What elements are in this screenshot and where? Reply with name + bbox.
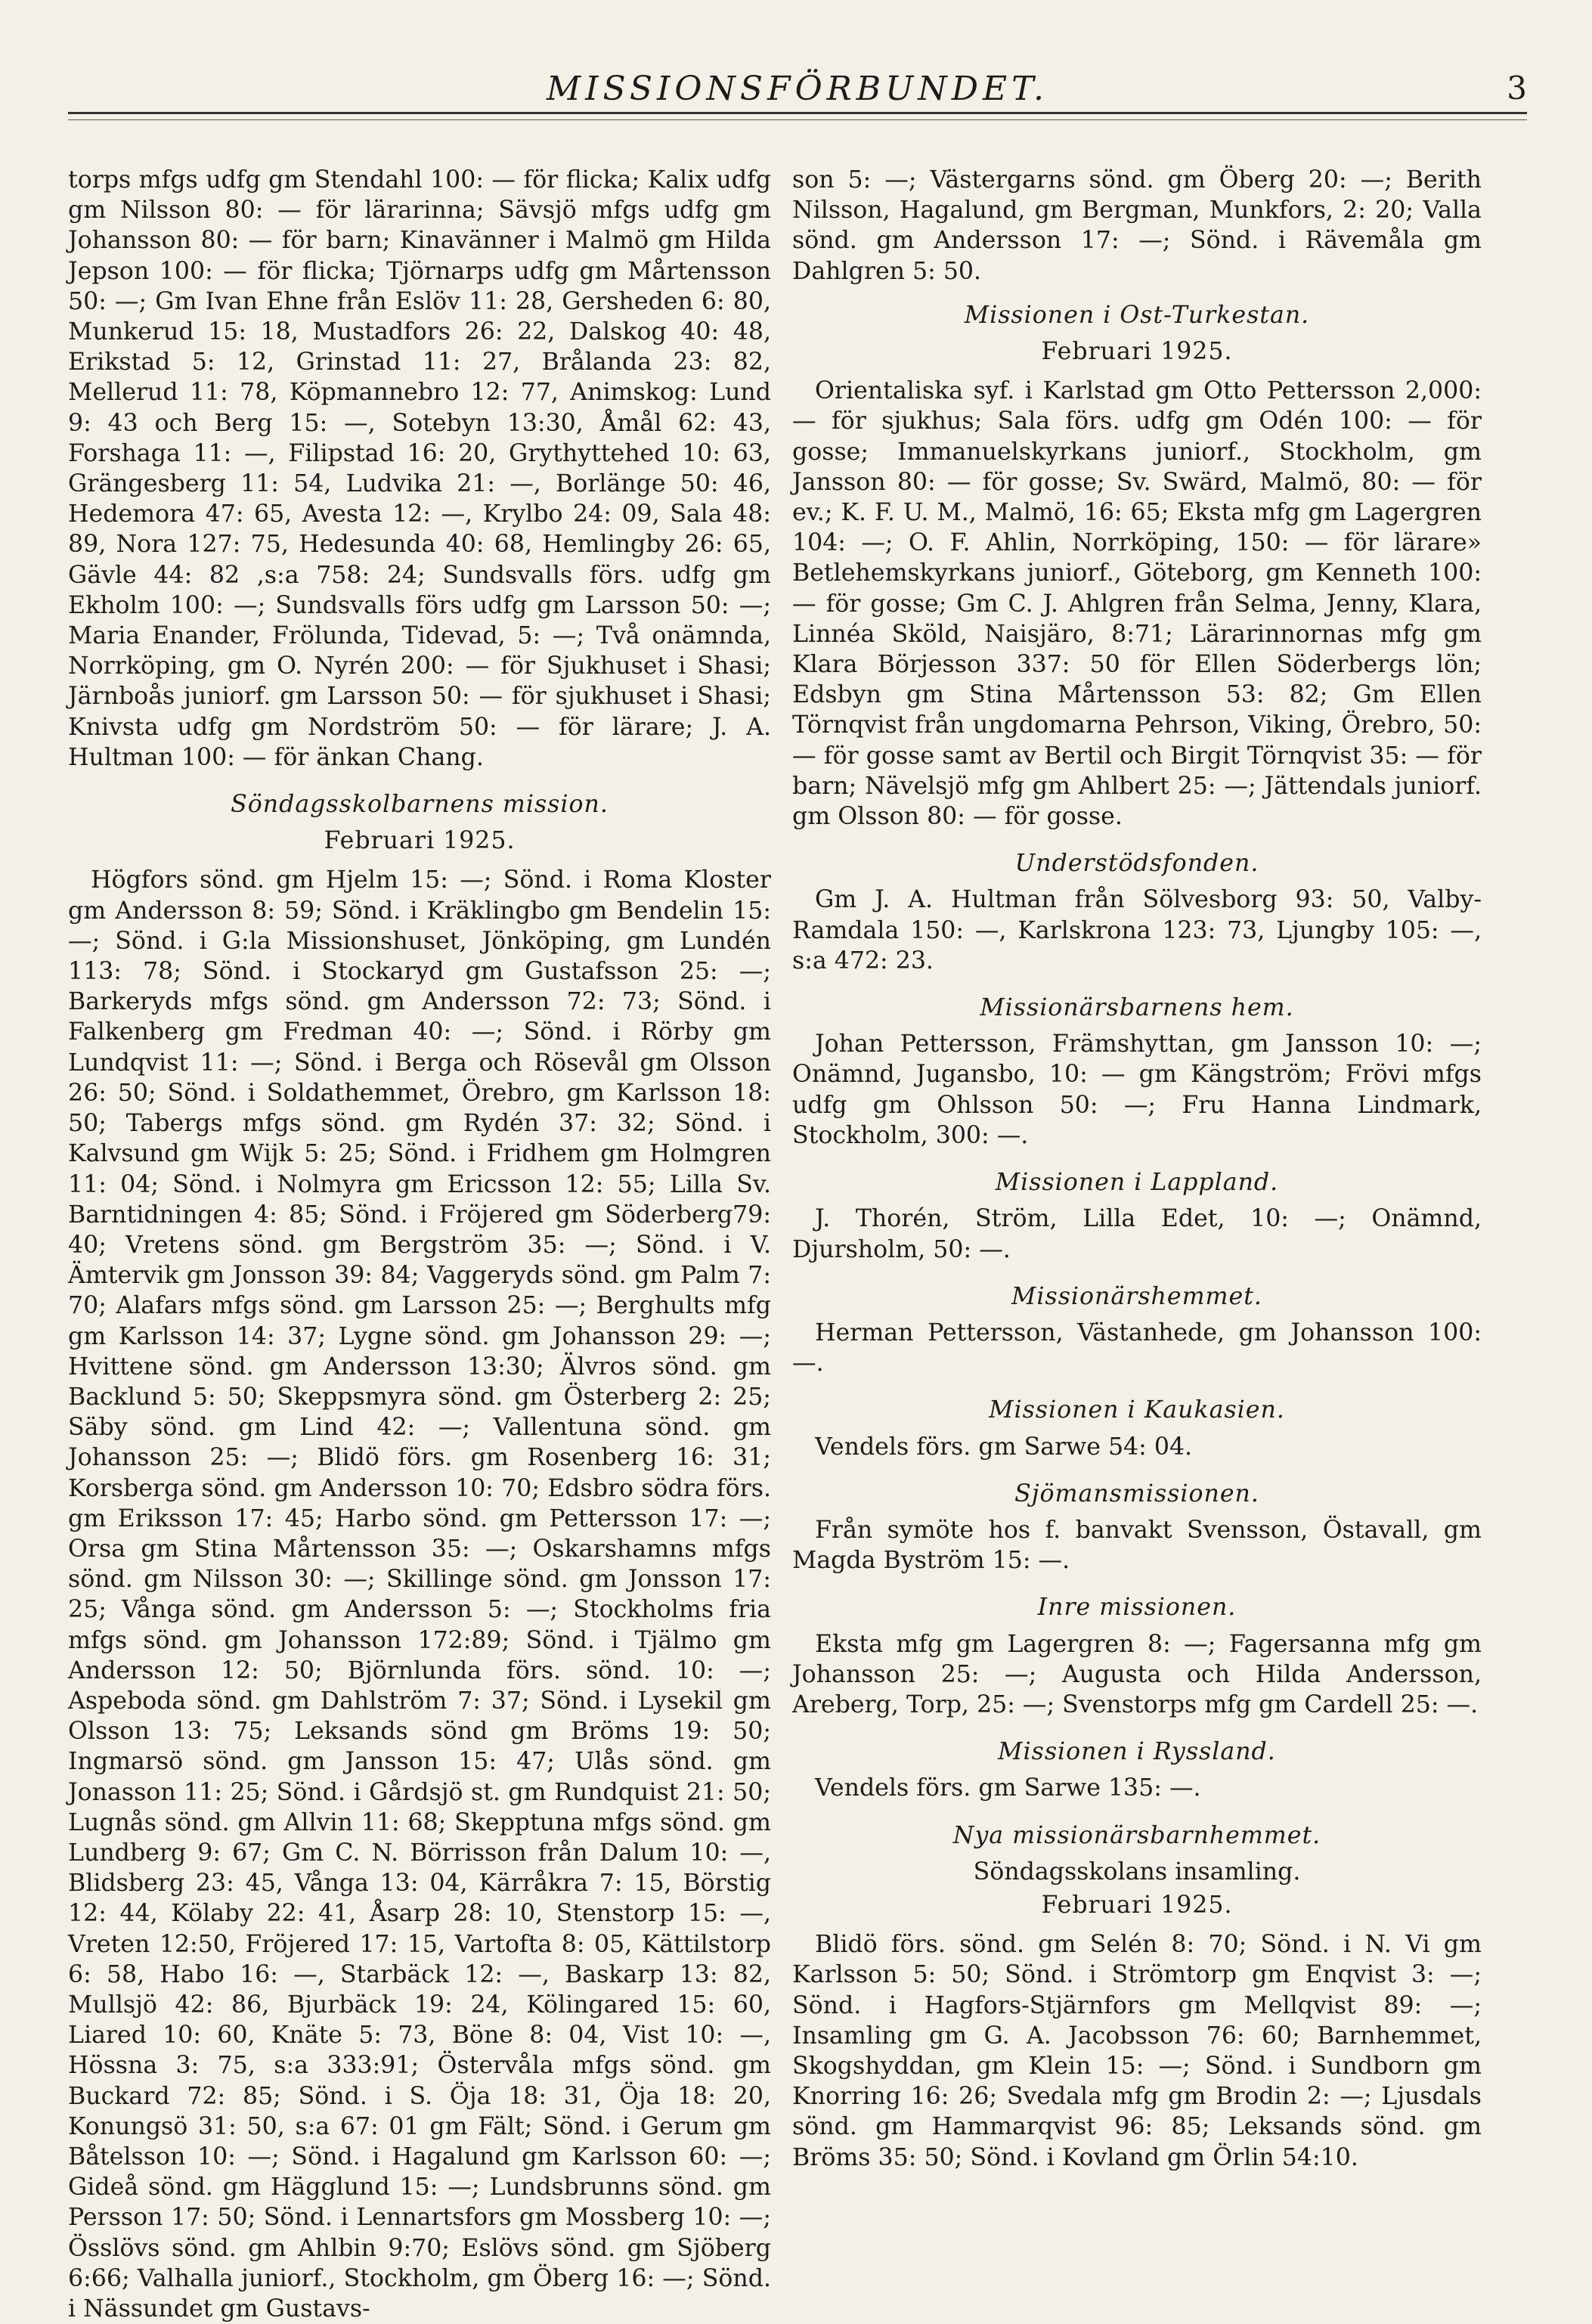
section-title-lappland: Missionen i Lappland. xyxy=(995,1169,1279,1197)
section-title-ryssland: Missionen i Ryssland. xyxy=(998,1738,1276,1766)
publication-title: MISSIONSFÖRBUNDET. xyxy=(547,70,1048,108)
section-text-ost-turkestan: Orientaliska syf. i Karlstad gm Otto Pettersson 2,000: — för sjukhus; Sala förs. udfg gm Odén 100: — för gosse; Immanuelskyrkans juniorf., Stockholm, gm Jansson 80: — för gosse; Sv. Swärd, Malmö, 80: — för ev.; K. F. U. M., Malmö, 16: 65; Ekstа mfg gm Lagergren 104: —; O. F. Ahlin, Norrköping, 150: — för lärare» Betlehemskyrkans juniorf., Göteborg, gm Kenneth 100: — för gosse; Gm C. J. Ahlgren från Selma, Jenny, Klara, Linnéa Sköld, Naisjäro, 8:71; Lärarinnornas mfg gm Klara Börjesson 337: 50 för Ellen Söderbergs lön; Edsbyn gm Stina Mårtensson 53: 82; Gm Ellen Törnqvist från ungdomarna Pehrson, Viking, Örebro, 50: — för gosse samt av Bertil och Birgit Törnqvist 35: — för barn; Nävelsjö mfg gm Ahlbert 25: —; Jättendals juniorf. gm Olsson 80: — för gosse. xyxy=(792,377,1482,831)
section-text-missionarshemmet: Herman Pettersson, Västanhede, gm Johansson 100: —. xyxy=(792,1318,1482,1377)
section-text-understodsfonden: Gm J. A. Hultman från Sölvesborg 93: 50, Valby-Ramdala 150: —, Karlskrona 123: 73, Ljungby 105: —, s:a 472: 23. xyxy=(792,886,1482,975)
section-text-lappland: J. Thorén, Ström, Lilla Edet, 10: —; Onämnd, Djursholm, 50: —. xyxy=(792,1205,1482,1263)
section-title-kaukasien: Missionen i Kaukasien. xyxy=(989,1396,1285,1424)
section-title-missionarsbarnens-hem: Missionärsbarnens hem. xyxy=(980,994,1294,1022)
section-title-inre-missionen: Inre missionen. xyxy=(1037,1594,1237,1622)
page-number: 3 xyxy=(1507,70,1527,107)
section-date-ost-turkestan: Februari 1925. xyxy=(1041,338,1233,366)
section-title-ost-turkestan: Missionen i Ost-Turkestan. xyxy=(964,301,1310,329)
section-date: Februari 1925. xyxy=(324,827,516,855)
page-header xyxy=(68,70,1527,115)
section-text-inre-missionen: Eksta mfg gm Lagergren 8: —; Fagersanna mfg gm Johansson 25: —; Augusta och Hilda Andersson, Areberg, Torp, 25: —; Svenstorps mfg gm Cardell 25: —. xyxy=(792,1630,1482,1718)
section-text-nya-missionarsbarnhemmet: Blidö förs. sönd. gm Selén 8: 70; Sönd. i N. Vi gm Karlsson 5: 50; Sönd. i Strömtorp gm Enqvist 3: —; Sönd. i Hagfors-Stjärnfors gm Mellqvist 89: —; Insamling gm G. A. Jacobsson 76: 60; Barnhemmet, Skogshyddan, gm Klein 15: —; Sönd. i Sundborn gm Knorring 16: 26; Svedala mfg gm Brodin 2: —; Ljusdals sönd. gm Hammarqvist 96: 85; Leksands sönd. gm Bröms 35: 50; Sönd. i Kovland gm Örlin 54:10. xyxy=(792,1931,1482,2171)
section-text-sjomansmissionen: Från symöte hos f. banvakt Svensson, Östavall, gm Magda Byström 15: —. xyxy=(792,1516,1482,1575)
left-intro-text: torps mfgs udfg gm Stendahl 100: — för flicka; Kalix udfg gm Nilsson 80: — för lärarinna; Sävsjö mfgs udfg gm Johansson 80: — för barn; Kinavänner i Malmö gm Hilda Jepson 100: — för flicka; Tjörnarps udfg gm Mårtensson 50: —; Gm Ivan Ehne från Eslöv 11: 28, Gersheden 6: 80, Munkerud 15: 18, Mustadfors 26: 22, Dalskog 40: 48, Erikstad 5: 12, Grinstad 11: 27, Brålanda 23: 82, Mellerud 11: 78, Köpmannebro 12: 77, Animskog: Lund 9: 43 och Berg 15: —, Sotebyn 13:30, Åmål 62: 43, Forshaga 11: —, Filipstad 16: 20, Grythyttehed 10: 63, Grängesberg 11: 54, Ludvika 21: —, Borlänge 50: 46, Hedemora 47: 65, Avesta 12: —, Krylbo 24: 09, Sala 48: 89, Nora 127: 75, Hedesunda 40: 68, Hemlingby 26: 65, Gävle 44: 82 ,s:a 758: 24; Sundsvalls förs. udfg gm Ekholm 100: —; Sundsvalls förs udfg gm Larsson 50: —; Maria Enander, Frölunda, Tidevad, 5: —; Två onämnda, Norrköping, gm O. Nyrén 200: — för Sjukhuset i Shasi; Järnboås juniorf. gm Larsson 50: — för sjukhuset i Shasi; Knivsta udfg gm Nordström 50: — för lärare; J. A. Hultman 100: — för änkan Chang. xyxy=(68,166,771,771)
section-title-missionarshemmet: Missionärshemmet. xyxy=(1011,1282,1262,1310)
section-title-nya-missionarsbarnhemmet: Nya missionärsbarnhemmet. xyxy=(952,1821,1321,1849)
section-title-sjomansmissionen: Sjömansmissionen. xyxy=(1014,1480,1259,1508)
section-title-sondagsskolbarnens: Söndagsskolbarnens mission. xyxy=(231,791,609,819)
section-text-ryssland: Vendels förs. gm Sarwe 135: —. xyxy=(815,1774,1201,1802)
section-title-understodsfonden: Understödsfonden. xyxy=(1014,850,1259,878)
right-column xyxy=(792,165,1482,2173)
section-date-nya-missionarsbarnhemmet: Februari 1925. xyxy=(1041,1891,1233,1919)
section-text-kaukasien: Vendels förs. gm Sarwe 54: 04. xyxy=(815,1433,1193,1461)
section-text-missionarsbarnens-hem: Johan Pettersson, Främshyttan, gm Jansson 10: —; Onämnd, Jugansbo, 10: — gm Kängström; Frövi mfgs udfg gm Ohlsson 50: —; Fru Hanna Lindmark, Stockholm, 300: —. xyxy=(792,1030,1482,1149)
section-subtitle-sondagsskolans-insamling: Söndagsskolans insamling. xyxy=(973,1858,1301,1886)
left-column xyxy=(68,165,771,2324)
header-rule-thin xyxy=(68,119,1527,120)
header-rule xyxy=(68,112,1527,114)
section-text-sondagsskolbarnens: Högfors sönd. gm Hjelm 15: —; Sönd. i Roma Kloster gm Andersson 8: 59; Sönd. i Kräklingbo gm Bendelin 15: —; Sönd. i G:la Missionshuset, Jönköping, gm Lundén 113: 78; Sönd. i Stockaryd gm Gustafsson 25: —; Barkeryds mfgs sönd. gm Andersson 72: 73; Sönd. i Falkenberg gm Fredman 40: —; Sönd. i Rörby gm Lundqvist 11: —; Sönd. i Berga och Rösevål gm Olsson 26: 50; Sönd. i Soldathemmet, Örebro, gm Karlsson 18: 50; Tabergs mfgs sönd. gm Rydén 37: 32; Sönd. i Kalvsund gm Wijk 5: 25; Sönd. i Fridhem gm Holmgren 11: 04; Sönd. i Nolmyra gm Ericsson 12: 55; Lilla Sv. Barntidningen 4: 85; Sönd. i Fröjered gm Söderberg79: 40; Vretens sönd. gm Bergström 35: —; Sönd. i V. Ämtervik gm Jonsson 39: 84; Vaggeryds sönd. gm Palm 7: 70; Alafars mfgs sönd. gm Larsson 25: —; Berghults mfg gm Karlsson 14: 37; Lygne sönd. gm Johansson 29: —; Hvittene sönd. gm Andersson 13:30; Älvros sönd. gm Backlund 5: 50; Skeppsmyra sönd. gm Österberg 2: 25; Säby sönd. gm Lind 42: —; Vallentuna sönd. gm Johansson 25: —; Blidö förs. gm Rosenberg 16: 31; Korsberga sönd. gm Andersson 10: 70; Edsbro södra förs. gm Eriksson 17: 45; Harbo sönd. gm Pettersson 17: —; Orsa gm Stina Mårtensson 35: —; Oskarshamns mfgs sönd. gm Nilsson 30: —; Skillinge sönd. gm Jonsson 17: 25; Vånga sönd. gm Andersson 5: —; Stockholms fria mfgs sönd. gm Johansson 172:89; Sönd. i Tjälmo gm Andersson 12: 50; Björnlunda förs. sönd. 10: —; Aspeboda sönd. gm Dahlström 7: 37; Sönd. i Lysekil gm Olsson 13: 75; Leksands sönd gm Bröms 19: 50; Ingmarsö sönd. gm Jansson 15: 47; Ulås sönd. gm Jonasson 11: 25; Sönd. i Gårdsjö st. gm Rundquist 21: 50; Lugnås sönd. gm Allvin 11: 68; Skepptuna mfgs sönd. gm Lundberg 9: 67; Gm C. N. Börrisson från Dalum 10: —, Blidsberg 23: 45, Vånga 13: 04, Kärråkra 7: 15, Börstig 12: 44, Kölaby 22: 41, Åsarp 28: 10, Stenstorp 15: —, Vreten 12:50, Fröjered 17: 15, Vartofta 8: 05, Kättilstorp 6: 58, Habo 16: —, Starbäck 12: —, Baskarp 13: 82, Mullsjö 42: 86, Bjurbäck 19: 24, Kölingared 15: 60, Liared 10: 60, Knäte 5: 73, Böne 8: 04, Vist 10: —, Hössna 3: 75, s:a 333:91; Östervåla mfgs sönd. gm Buckard 72: 85; Sönd. i S. Öja 18: 31, Öja 18: 20, Konungsö 31: 50, s:a 67: 01 gm Fält; Sönd. i Gerum gm Båtelsson 10: —; Sönd. i Hagalund gm Karlsson 60: —; Gideå sönd. gm Hägglund 15: —; Lundsbrunns sönd. gm Persson 17: 50; Sönd. i Lennartsfors gm Mossberg 10: —; Össlövs sönd. gm Ahlbin 9:70; Eslövs sönd. gm Sjöberg 6:66; Valhalla juniorf., Stockholm, gm Öberg 16: —; Sönd. i Nässundet gm Gustavs- xyxy=(68,866,771,2323)
right-intro-text: son 5: —; Västergarns sönd. gm Öberg 20: —; Berith Nilsson, Hagalund, gm Bergman, Munkfors, 2: 20; Valla sönd. gm Andersson 17: —; Sönd. i Rävemåla gm Dahlgren 5: 50. xyxy=(792,166,1482,285)
